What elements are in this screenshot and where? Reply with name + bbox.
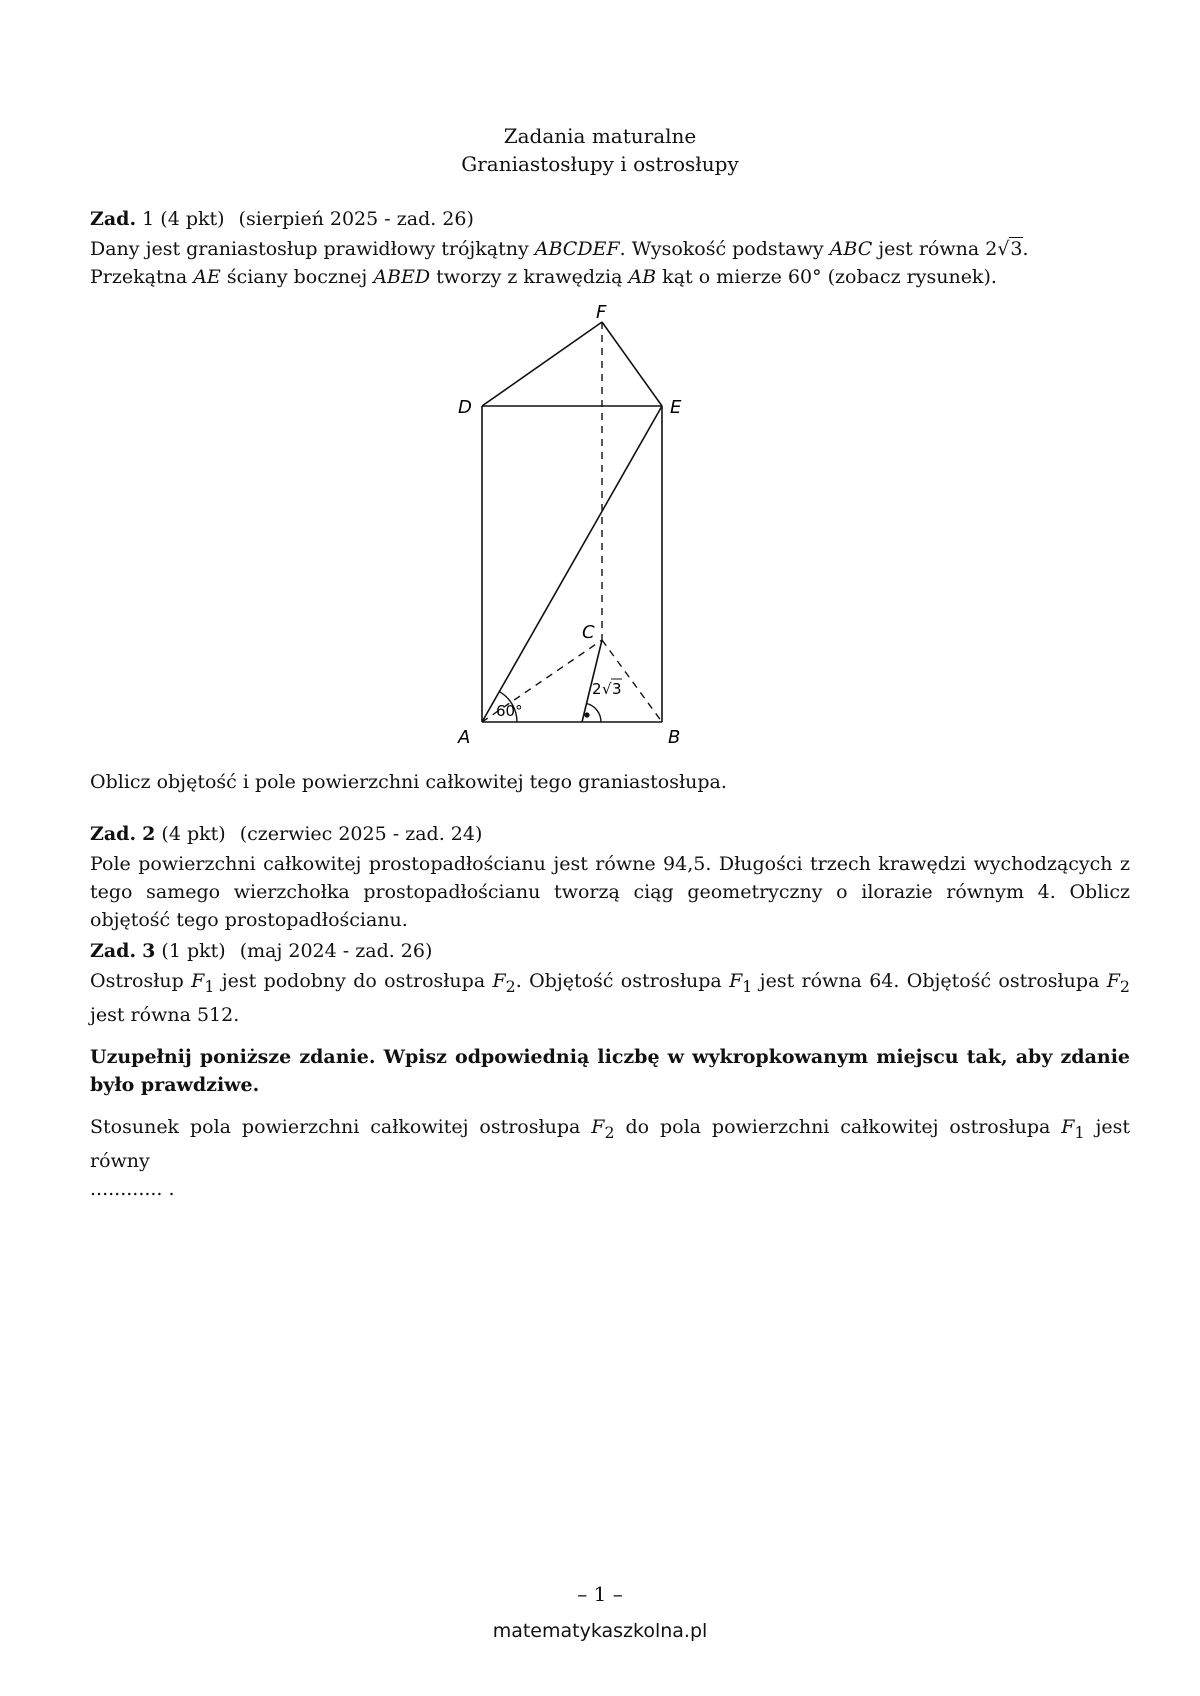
task-1-statement: Dany jest graniastosłup prawidłowy trójkątny ABCDEF. Wysokość podstawy ABC jest równa 2√3. Przekątna AE ściany bocznej ABED tworzy z krawędzią AB kąt o mierze 60° (zobacz rysunek). <box>90 238 1029 288</box>
task-3-statement <box>90 967 1130 1029</box>
task-3-heading <box>90 937 1130 965</box>
text-run: jest równa 2 <box>872 238 998 260</box>
height-root-sign: √ <box>602 680 612 698</box>
math-var: F <box>1061 1115 1075 1138</box>
math-var: ABCDEF <box>534 238 620 260</box>
sqrt-radicand: 3 <box>1010 238 1023 260</box>
text-run: Stosunek pola powierzchni całkowitej ostrosłupa <box>90 1115 592 1138</box>
prism-figure <box>458 302 730 808</box>
vertex-label-A: A <box>458 727 471 748</box>
task-3-label: Zad. <box>90 940 137 962</box>
right-angle-dot <box>584 712 589 717</box>
task-1-question <box>90 768 1130 796</box>
vertex-label-C: C <box>582 622 595 643</box>
math-sub: 1 <box>1074 1122 1085 1142</box>
text-run: do pola powierzchni całkowitej ostrosłupa <box>614 1115 1062 1138</box>
page-subtitle: Graniastosłupy i ostrosłupy <box>461 152 739 176</box>
answer-blank: ............ . <box>90 1177 175 1200</box>
task-1-heading <box>90 205 1130 233</box>
task-3-number: 3 <box>142 940 156 962</box>
math-var: ABC <box>829 238 873 260</box>
task-1-number: 1 <box>142 208 155 230</box>
math-var: AE <box>193 266 221 288</box>
site-footer: matematykaszkolna.pl <box>492 1620 708 1642</box>
task-2-number: 2 <box>142 823 156 845</box>
math-sub: 2 <box>604 1122 615 1142</box>
task-1 <box>90 205 1130 291</box>
text-run: kąt o mierze 60° (zobacz rysunek). <box>656 266 997 288</box>
height-coef: 2 <box>592 680 602 698</box>
text-run: ściany bocznej <box>220 266 374 288</box>
math-sub: 1 <box>742 976 753 996</box>
angle-label: 60° <box>496 702 523 720</box>
task-2-source: (czerwiec 2025 - zad. 24) <box>239 823 483 845</box>
edge-EF <box>602 322 662 406</box>
task-3-points: (1 pkt) <box>161 940 226 962</box>
text-run: jest podobny do ostrosłupa <box>214 970 493 992</box>
text-run: tworzy z krawędzią <box>430 266 629 288</box>
right-angle-arc <box>587 704 601 723</box>
page-title: Zadania maturalne <box>503 124 697 148</box>
task-2-label: Zad. <box>90 823 137 845</box>
math-var: F <box>591 1115 605 1138</box>
math-sub: 1 <box>204 976 215 996</box>
text-run: jest równa 512. <box>90 1003 240 1026</box>
math-var: AB <box>628 266 657 288</box>
edge-DF <box>482 322 602 406</box>
vertex-label-D: D <box>458 397 472 418</box>
task-1-source: (sierpień 2025 - zad. 26) <box>238 208 474 230</box>
math-var: F <box>191 970 205 992</box>
task-3-instruction: Uzupełnij poniższe zdanie. Wpisz odpowiednią liczbę w wykropkowanym miejscu tak, aby zdanie było prawdziwe. <box>90 1045 1130 1096</box>
task-2 <box>90 820 1130 934</box>
page-number: – 1 – <box>577 1582 623 1606</box>
task-1-label: Zad. <box>90 208 137 230</box>
task-3 <box>90 937 1130 1203</box>
text-run: . Wysokość podstawy <box>619 238 830 260</box>
task-2-points: (4 pkt) <box>161 823 226 845</box>
math-var: F <box>1106 970 1120 992</box>
height-rad: 3 <box>612 680 622 698</box>
task-3-sentence <box>90 1113 1130 1203</box>
vertex-label-E: E <box>670 397 682 418</box>
task-1-points: (4 pkt) <box>160 208 225 230</box>
math-sub: 2 <box>1119 976 1130 996</box>
math-var: F <box>492 970 506 992</box>
text-run: jest równy <box>90 1115 1130 1172</box>
math-sub: 2 <box>505 976 516 996</box>
math-var: ABED <box>373 266 431 288</box>
task-2-heading <box>90 820 1130 848</box>
text-run: jest równa 64. Objętość ostrosłupa <box>752 970 1107 992</box>
diagonal-AE <box>482 406 662 722</box>
text-run: Ostrosłup <box>90 970 192 992</box>
task-2-statement: Pole powierzchni całkowitej prostopadłościanu jest równe 94,5. Długości trzech krawędzi wychodzących z tego samego wierzchołka prostopadłościanu tworzą ciąg geometryczny o ilorazie równym 4. Oblicz objętość tego prostopadłościanu. <box>90 853 1130 931</box>
vertex-label-F: F <box>596 302 607 323</box>
task-3-source: (maj 2024 - zad. 26) <box>239 940 433 962</box>
text-run: . <box>1022 238 1029 260</box>
text-run: Przekątna <box>90 266 194 288</box>
text-run: . Objętość ostrosłupa <box>515 970 730 992</box>
vertex-label-B: B <box>668 727 681 748</box>
page-header <box>0 122 1200 178</box>
math-var: F <box>729 970 743 992</box>
text-run: Dany jest graniastosłup prawidłowy trójkątny <box>90 238 535 260</box>
task-1-question-text: Oblicz objętość i pole powierzchni całkowitej tego graniastosłupa. <box>90 771 727 793</box>
